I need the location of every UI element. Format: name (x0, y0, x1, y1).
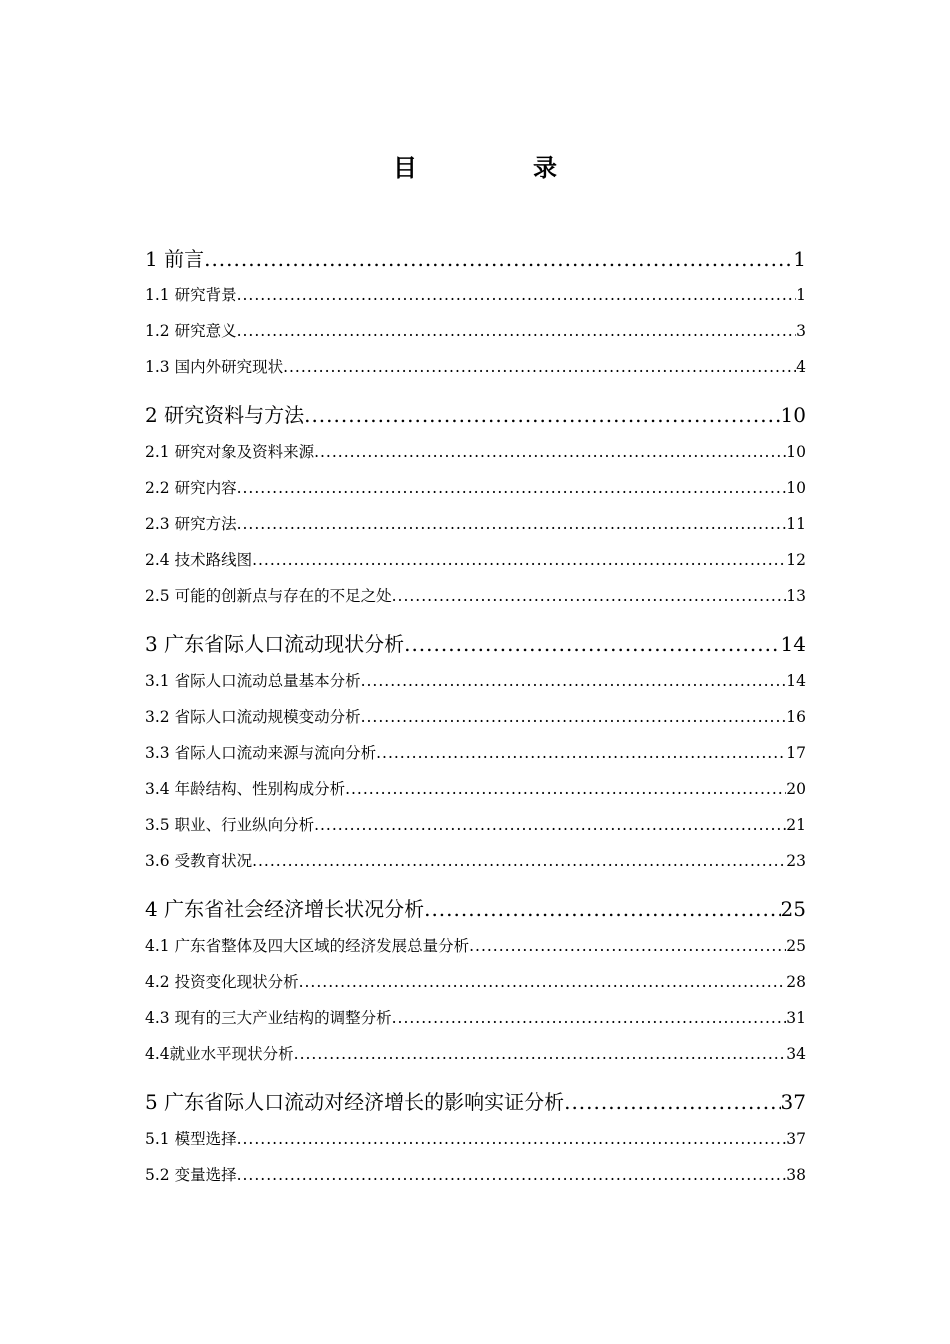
toc-page-number: 37 (786, 1130, 806, 1148)
toc-page-number: 25 (786, 937, 806, 955)
toc-entry-chapter[interactable] (145, 400, 806, 430)
toc-entry-section[interactable] (145, 283, 806, 307)
toc-leader-dots (392, 584, 787, 608)
toc-page-number: 20 (786, 780, 806, 798)
toc-page-number: 25 (780, 897, 806, 921)
toc-entry-section[interactable] (145, 440, 806, 464)
toc-entry-section[interactable] (145, 970, 806, 994)
toc-page-number: 11 (786, 515, 806, 533)
toc-page-number: 10 (786, 479, 806, 497)
toc-entry-section[interactable] (145, 849, 806, 873)
toc-entry-label: 3.4 年龄结构、性别构成分析 (145, 780, 346, 798)
toc-entry-label: 4.2 投资变化现状分析 (145, 973, 299, 991)
toc-leader-dots (361, 705, 787, 729)
toc-leader-dots (392, 1006, 787, 1030)
toc-page-number: 14 (780, 632, 806, 656)
toc-leader-dots (237, 476, 787, 500)
toc-leader-dots (237, 512, 787, 536)
toc-entry-chapter[interactable] (145, 244, 806, 274)
toc-leader-dots (376, 741, 786, 765)
toc-entry-label: 4 广东省社会经济增长状况分析 (145, 897, 425, 921)
toc-entry-section[interactable] (145, 319, 806, 343)
toc-entry-chapter[interactable] (145, 894, 806, 924)
toc-entry-label: 3.2 省际人口流动规模变动分析 (145, 708, 361, 726)
toc-entry-label: 3.6 受教育状况 (145, 852, 253, 870)
toc-entry-label: 2.5 可能的创新点与存在的不足之处 (145, 587, 392, 605)
toc-entry-label: 1.1 研究背景 (145, 286, 237, 304)
toc-entry-label: 2 研究资料与方法 (145, 403, 305, 427)
toc-entry-chapter[interactable] (145, 629, 806, 659)
toc-entry-section[interactable] (145, 476, 806, 500)
toc-entry-label: 3.3 省际人口流动来源与流向分析 (145, 744, 377, 762)
toc-entry-label: 5.1 模型选择 (145, 1130, 237, 1148)
toc-page-number: 10 (780, 403, 806, 427)
toc-page-number: 38 (786, 1166, 806, 1184)
toc-entry-section[interactable] (145, 705, 806, 729)
toc-entry-section[interactable] (145, 934, 806, 958)
toc-leader-dots (424, 894, 780, 924)
toc-entry-label: 3.5 职业、行业纵向分析 (145, 816, 315, 834)
toc-entry-section[interactable] (145, 512, 806, 536)
toc-leader-dots (314, 813, 786, 837)
toc-leader-dots (314, 440, 786, 464)
toc-page-number: 34 (786, 1045, 806, 1063)
toc-leader-dots (237, 1127, 787, 1151)
toc-entry-section[interactable] (145, 1006, 806, 1030)
toc-entry-section[interactable] (145, 584, 806, 608)
toc-entry-label: 2.3 研究方法 (145, 515, 237, 533)
toc-entry-label: 4.3 现有的三大产业结构的调整分析 (145, 1009, 392, 1027)
toc-entry-section[interactable] (145, 1127, 806, 1151)
toc-entry-section[interactable] (145, 741, 806, 765)
toc-entry-chapter[interactable] (145, 1087, 806, 1117)
toc-leader-dots (204, 244, 793, 274)
toc-leader-dots (304, 400, 780, 430)
toc-entry-section[interactable] (145, 777, 806, 801)
toc-page-number: 31 (786, 1009, 806, 1027)
toc-page-number: 1 (793, 247, 806, 271)
toc-leader-dots (237, 283, 797, 307)
toc-leader-dots (469, 934, 786, 958)
toc-entry-label: 2.1 研究对象及资料来源 (145, 443, 315, 461)
toc-page-number: 4 (796, 358, 806, 376)
toc-entry-label: 1 前言 (145, 247, 205, 271)
toc-leader-dots (345, 777, 786, 801)
toc-entry-label: 4.4就业水平现状分析 (145, 1045, 294, 1063)
toc-entry-label: 3 广东省际人口流动现状分析 (145, 632, 405, 656)
toc-page-number: 3 (796, 322, 806, 340)
toc-page-number: 21 (786, 816, 806, 834)
toc-entry-label: 3.1 省际人口流动总量基本分析 (145, 672, 361, 690)
toc-page-number: 13 (786, 587, 806, 605)
toc-entry-section[interactable] (145, 813, 806, 837)
toc-leader-dots (283, 355, 796, 379)
toc-entry-section[interactable] (145, 355, 806, 379)
toc-leader-dots (237, 319, 797, 343)
toc-entry-label: 5.2 变量选择 (145, 1166, 237, 1184)
toc-page-number: 10 (786, 443, 806, 461)
toc-page-number: 12 (786, 551, 806, 569)
toc-page-number: 16 (786, 708, 806, 726)
toc-entry-section[interactable] (145, 669, 806, 693)
toc-page-number: 28 (786, 973, 806, 991)
toc-page-number: 1 (796, 286, 806, 304)
toc-leader-dots (361, 669, 787, 693)
toc-entry-label: 2.2 研究内容 (145, 479, 237, 497)
toc-entry-label: 4.1 广东省整体及四大区域的经济发展总量分析 (145, 937, 470, 955)
toc-leader-dots (404, 629, 780, 659)
toc-leader-dots (252, 548, 786, 572)
toc-entry-label: 1.2 研究意义 (145, 322, 237, 340)
toc-leader-dots (237, 1163, 787, 1187)
toc-leader-dots (252, 849, 786, 873)
toc-entry-label: 1.3 国内外研究现状 (145, 358, 284, 376)
toc-leader-dots (294, 1042, 787, 1066)
toc-entry-label: 5 广东省际人口流动对经济增长的影响实证分析 (145, 1090, 565, 1114)
toc-page-number: 17 (786, 744, 806, 762)
toc-entry-section[interactable] (145, 1163, 806, 1187)
toc-page-number: 14 (786, 672, 806, 690)
toc-leader-dots (564, 1087, 780, 1117)
toc-leader-dots (299, 970, 787, 994)
toc-entry-section[interactable] (145, 1042, 806, 1066)
page-title: 目 录 (393, 154, 603, 182)
toc-page-number: 23 (786, 852, 806, 870)
toc-entry-section[interactable] (145, 548, 806, 572)
toc-page-number: 37 (780, 1090, 806, 1114)
toc-entry-label: 2.4 技术路线图 (145, 551, 253, 569)
